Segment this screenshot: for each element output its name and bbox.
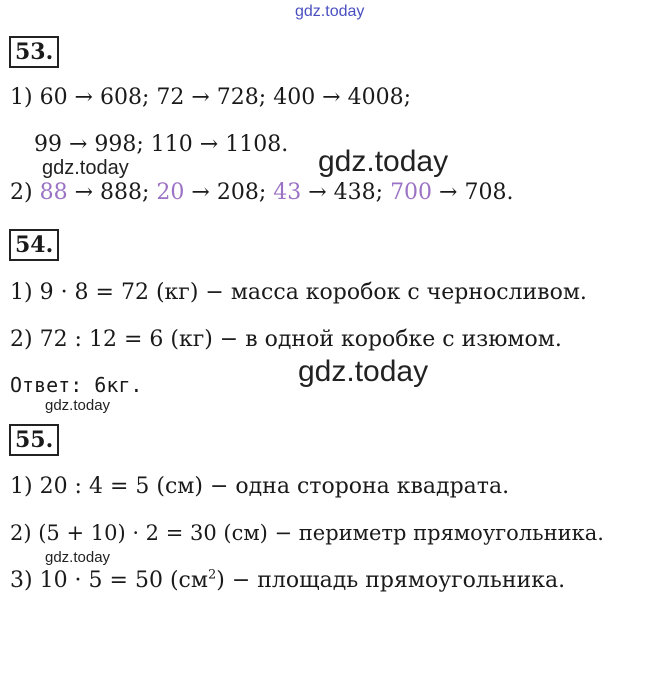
task-54-line-2: 2) 72 : 12 = 6 (кг) − в одной коробке с изюмом. [10,327,562,352]
text: → 438; [301,180,391,205]
text: 2) [10,180,40,205]
watermark: gdz.today [45,397,111,414]
task-55-line-3 [10,567,565,595]
highlight-number: 20 [156,180,185,205]
highlight-number: 700 [390,180,433,205]
text: → 208; [184,180,274,205]
task-54-line-1: 1) 9 · 8 = 72 (кг) − масса коробок с черносливом. [10,280,587,305]
task-54-number: 54. [9,229,59,261]
text: ) − площадь прямоугольника. [216,568,566,593]
task-55-number: 55. [9,424,59,456]
highlight-number: 88 [39,180,68,205]
watermark: gdz.today [318,145,449,178]
highlight-number: 43 [273,180,302,205]
task-55-line-1: 1) 20 : 4 = 5 (см) − одна сторона квадрата. [10,474,510,499]
task-54-answer: Ответ: 6кг. [10,373,143,397]
watermark: gdz.today [298,355,429,388]
task-53-line-1: 1) 60 → 608; 72 → 728; 400 → 4008; [10,85,412,110]
watermark: gdz.today [42,157,129,179]
watermark: gdz.today [45,549,111,566]
task-53-number: 53. [9,36,59,68]
superscript: 2 [207,567,217,583]
task-53-line-2: 99 → 998; 110 → 1108. [34,132,289,157]
task-55-line-2: 2) (5 + 10) · 2 = 30 (см) − периметр прямоугольника. [10,521,604,545]
text: → 708. [432,180,514,205]
watermark-top: gdz.today [295,3,365,20]
text: → 888; [67,180,157,205]
task-53-line-3 [10,179,513,207]
text: 3) 10 · 5 = 50 (см [10,568,208,593]
